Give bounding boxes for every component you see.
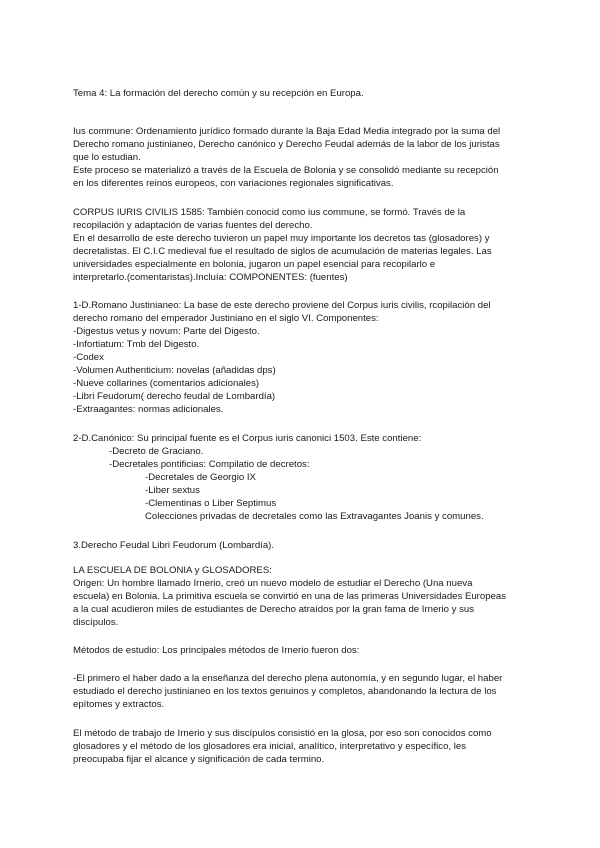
canonico-sub-item: -Decretales de Georgio IX: [145, 472, 256, 483]
escuela-line: a la cual acudieron miles de estudiantes de Derecho atraídos por la gran fama de Irnerio y sus: [73, 604, 475, 615]
document-title: Tema 4: La formación del derecho común y su recepción en Europa.: [73, 88, 364, 99]
escuela-heading: LA ESCUELA DE BOLONIA y GLOSADORES:: [73, 565, 272, 576]
canonico-list-item: -Decretales pontificias: Compilatio de decretos:: [109, 459, 310, 470]
romano-line: derecho romano del emperador Justiniano en el siglo VI. Componentes:: [73, 313, 379, 324]
romano-list-item: -Volumen Authenticium: novelas (añadidas dps): [73, 365, 276, 376]
corpus-line: universidades especialmente en bolonia, jugaron un papel esencial para recopilarlo e: [73, 259, 436, 270]
ius-commune-line: Ius commune: Ordenamiento jurídico formado durante la Baja Edad Media integrado por la suma del: [73, 126, 501, 137]
ius-commune-line: en los diferentes reinos europeos, con variaciones regionales significativas.: [73, 178, 394, 189]
corpus-line: recopilación y adaptación de varias fuentes del derecho.: [73, 220, 313, 231]
corpus-line: En el desarrollo de este derecho tuvieron un papel muy importante los decretos tas (glosadores) y: [73, 233, 490, 244]
canonico-sub-item: Colecciones privadas de decretales como las Extravagantes Joanis y comunes.: [145, 511, 484, 522]
canonico-sub-item: -Clementinas o Liber Septimus: [145, 498, 277, 509]
primero-line: estudiado el derecho justinianeo en los textos genuinos y completos, abandonando la lectura de los: [73, 686, 497, 697]
romano-list-item: -Extraagantes: normas adicionales.: [73, 404, 224, 415]
metodos-line: Métodos de estudio: Los principales métodos de Irnerio fueron dos:: [73, 645, 360, 656]
feudal-line: 3.Derecho Feudal Libri Feudorum (Lombardía).: [73, 540, 275, 551]
primero-line: epítomes y extractos.: [73, 699, 165, 710]
ius-commune-line: Derecho romano justinianeo, Derecho canónico y Derecho Feudal además de la labor de los juristas: [73, 139, 500, 150]
primero-line: -El primero el haber dado a la enseñanza del derecho plena autonomía, y en segundo lugar, el haber: [73, 673, 503, 684]
corpus-line: decretalistas. El C.I.C medieval fue el resultado de siglos de acumulación de materias legales. Las: [73, 246, 492, 257]
corpus-heading-line: CORPUS IURIS CIVILIS 1585: También conocid como ius commune, se formó. Través de la: [73, 207, 466, 218]
canonico-sub-item: -Liber sextus: [145, 485, 200, 496]
ius-commune-line: Este proceso se materializó a través de la Escuela de Bolonia y se consolidó mediante su recepción: [73, 165, 499, 176]
romano-list-item: -Digestus vetus y novum: Parte del Digesto.: [73, 326, 260, 337]
metodo-trabajo-line: El método de trabajo de Irnerio y sus discípulos consistió en la glosa, por eso son conocidos como: [73, 728, 492, 739]
escuela-line: escuela) en Bolonia. La primitiva escuela se convirtió en una de las primeras Universidades Europeas: [73, 591, 507, 602]
escuela-line: discípulos.: [73, 617, 119, 628]
romano-list-item: -Infortiatum: Tmb del Digesto.: [73, 339, 200, 350]
metodo-trabajo-line: preocupaba fijar el alcance y significación de cada termino.: [73, 754, 325, 765]
corpus-line: interpretarlo.(comentaristas).Incluía: COMPONENTES: (fuentes): [73, 272, 348, 283]
romano-heading-line: 1-D.Romano Justinianeo: La base de este derecho proviene del Corpus iuris civilis, rcopilación del: [73, 300, 491, 311]
metodo-trabajo-line: glosadores y el método de los glosadores era inicial, analítico, interpretativo y específico, les: [73, 741, 467, 752]
canonico-list-item: -Decreto de Graciano.: [109, 446, 204, 457]
romano-list-item: -Codex: [73, 352, 104, 363]
canonico-heading-line: 2-D.Canónico: Su principal fuente es el Corpus iuris canonici 1503. Este contiene:: [73, 433, 422, 444]
romano-list-item: -Nueve collarines (comentarios adicionales): [73, 378, 260, 389]
escuela-line: Origen: Un hombre llamado Irnerio, creó un nuevo modelo de estudiar el Derecho (Una nueva: [73, 578, 473, 589]
romano-list-item: -Libri Feudorum( derecho feudal de Lombardía): [73, 391, 276, 402]
ius-commune-line: que lo estudian.: [73, 152, 141, 163]
